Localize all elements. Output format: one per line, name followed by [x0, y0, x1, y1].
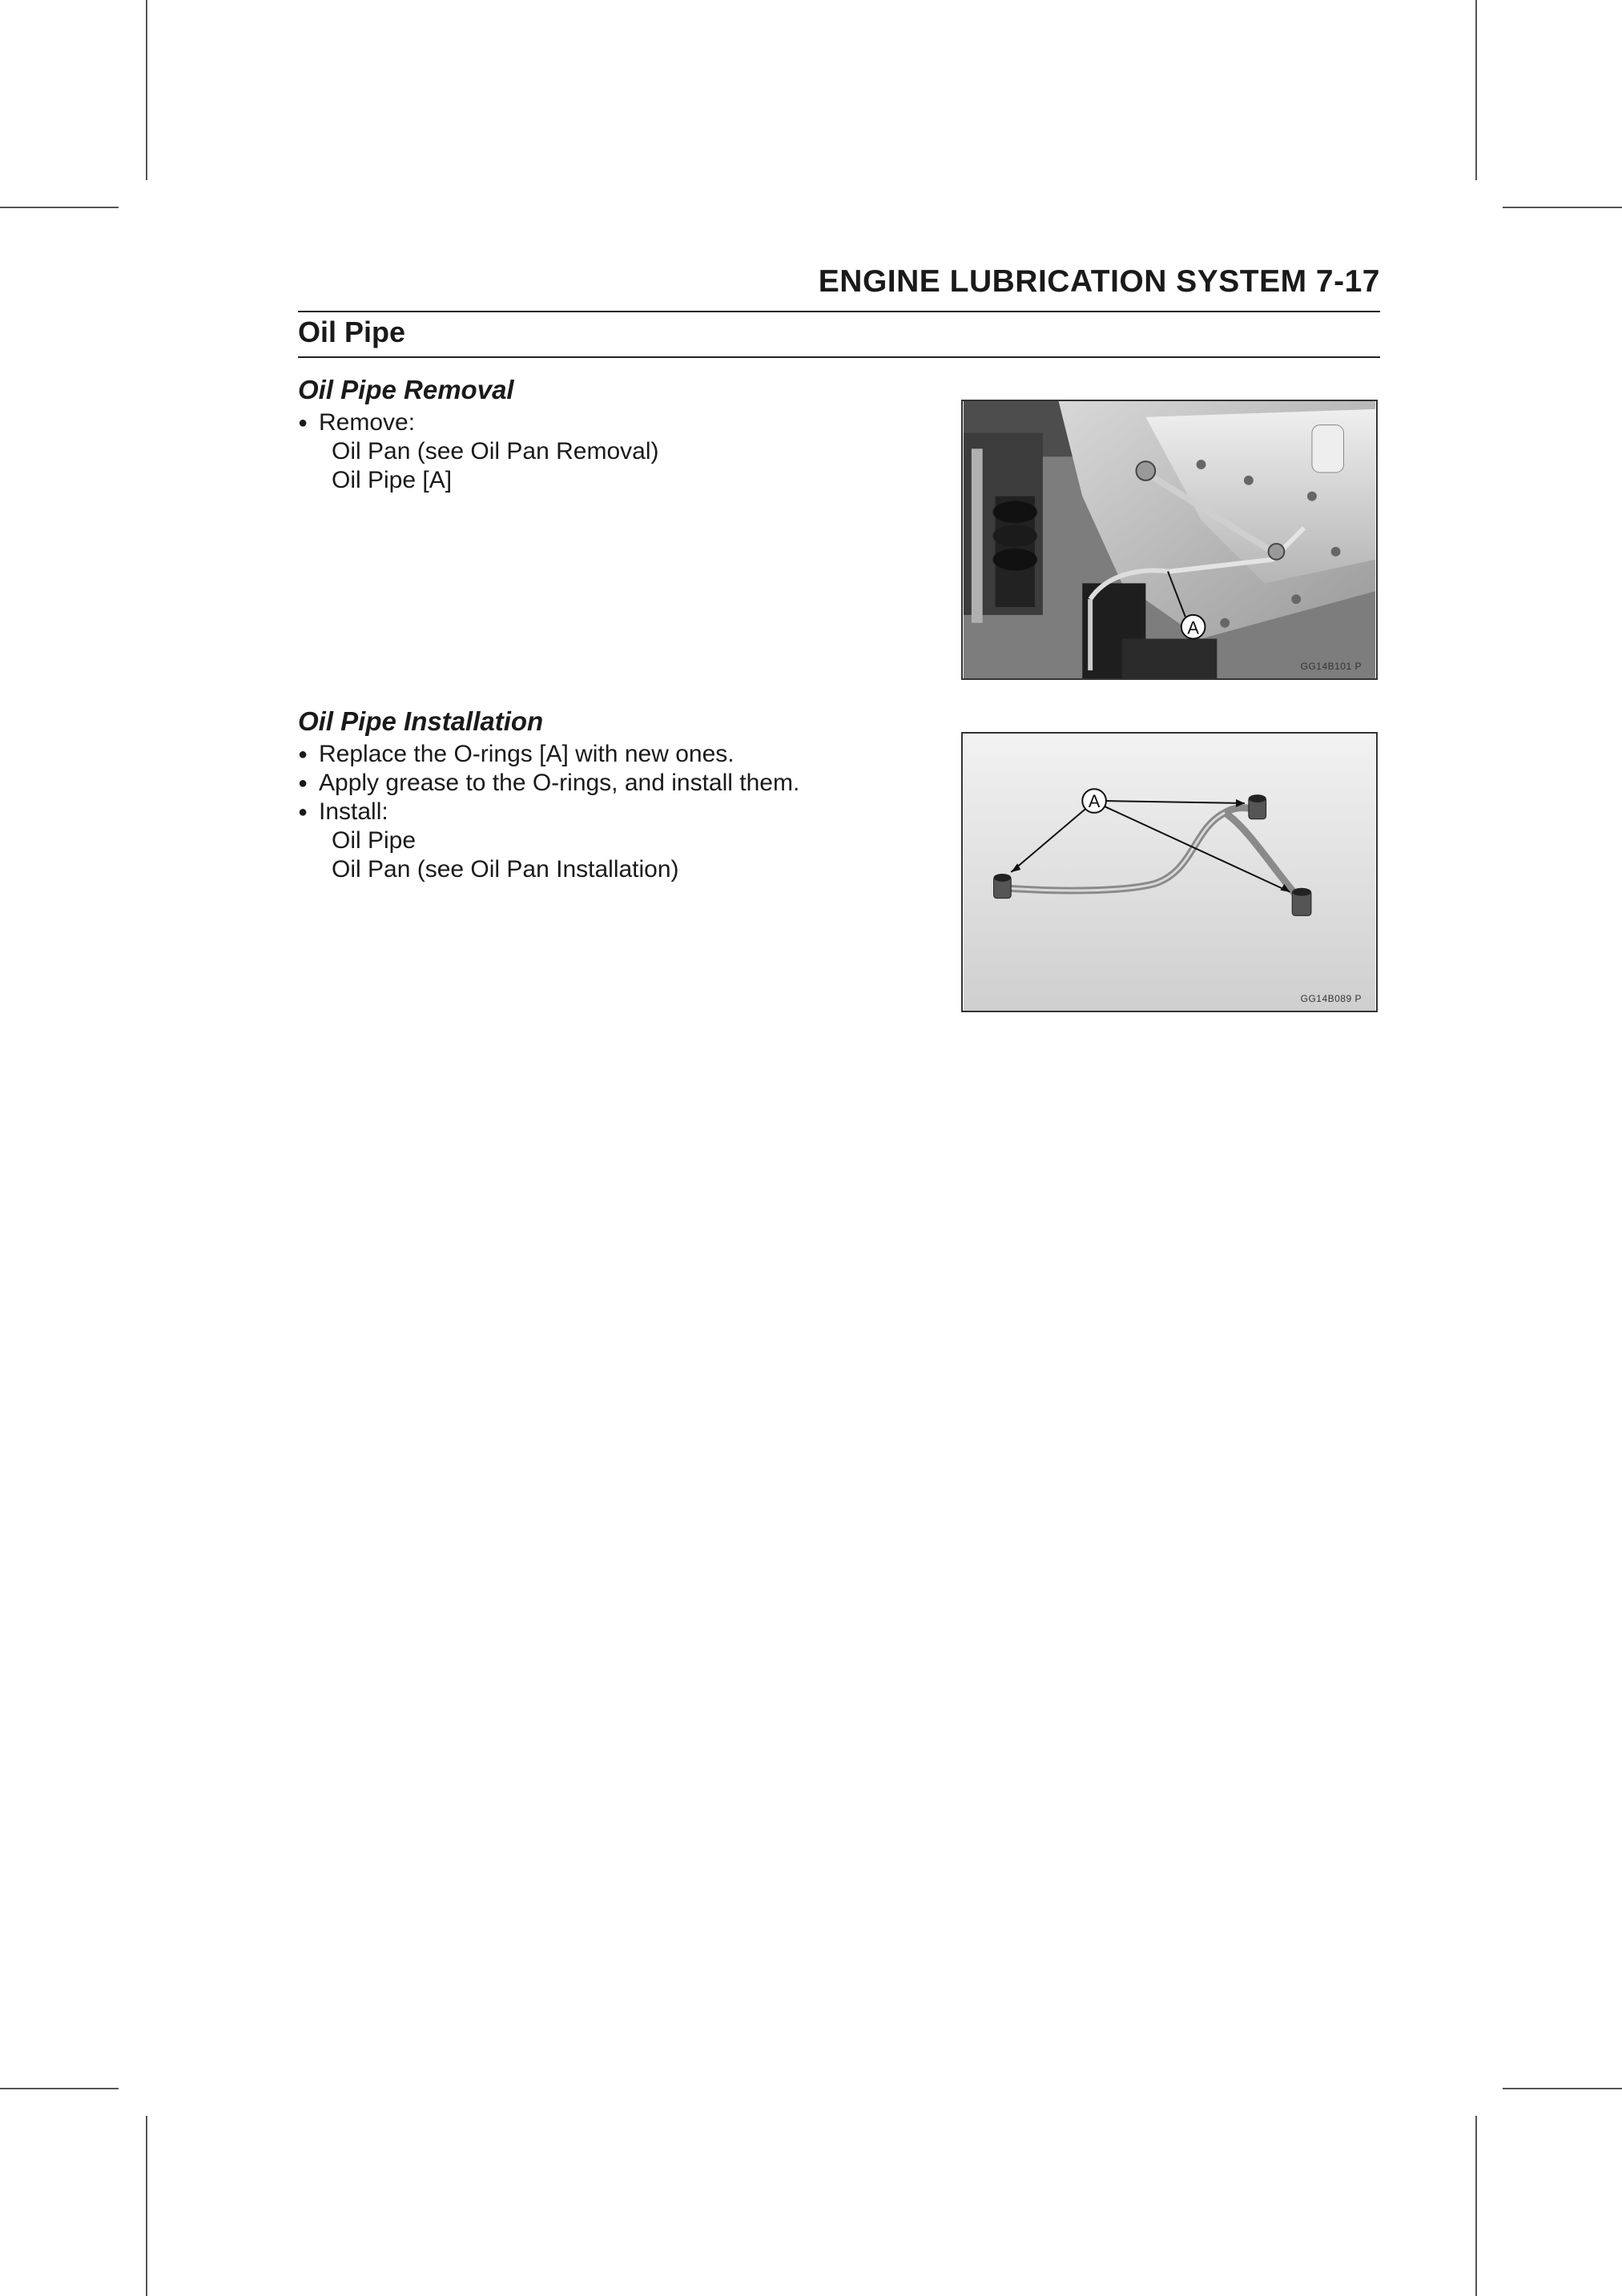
crop-mark	[1503, 207, 1622, 208]
crop-mark	[146, 0, 147, 180]
step-subitem: Oil Pan (see Oil Pan Removal)	[332, 438, 659, 464]
oil-pipe-installation-photo	[961, 732, 1378, 1012]
page-header: ENGINE LUBRICATION SYSTEM 7-17	[818, 264, 1380, 299]
callout-label: A	[1088, 790, 1101, 811]
header-rule	[298, 311, 1380, 312]
oil-pipe-image	[963, 734, 1376, 1011]
step-item: ● Replace the O-rings [A] with new ones.	[298, 740, 923, 769]
step-item: ● Apply grease to the O-rings, and install them.	[298, 769, 923, 798]
removal-block	[298, 373, 923, 495]
figure-code: GG14B089 P	[1300, 993, 1362, 1004]
installation-block	[298, 705, 923, 884]
installation-steps	[298, 740, 923, 884]
step-item: ● Remove:	[298, 408, 923, 437]
crop-mark	[1503, 2088, 1622, 2089]
figure-code: GG14B101 P	[1300, 661, 1362, 672]
removal-steps	[298, 408, 923, 495]
crop-mark	[0, 207, 119, 208]
step-subitem: Oil Pan (see Oil Pan Installation)	[332, 856, 679, 883]
step-item: ● Install:	[298, 798, 923, 826]
step-subitem: Oil Pipe	[332, 827, 417, 854]
oil-pipe-removal-photo	[961, 400, 1378, 680]
removal-heading: Oil Pipe Removal	[298, 375, 514, 404]
crop-mark	[1475, 2116, 1477, 2296]
step-subitem: Oil Pipe [A]	[332, 467, 453, 493]
section-title: Oil Pipe	[298, 316, 406, 348]
crop-mark	[146, 2116, 147, 2296]
engine-underside-image	[963, 401, 1376, 678]
crop-mark	[1475, 0, 1477, 180]
installation-heading: Oil Pipe Installation	[298, 706, 544, 736]
crop-mark	[0, 2088, 119, 2089]
callout-label: A	[1187, 617, 1199, 638]
section-rule	[298, 356, 1380, 358]
